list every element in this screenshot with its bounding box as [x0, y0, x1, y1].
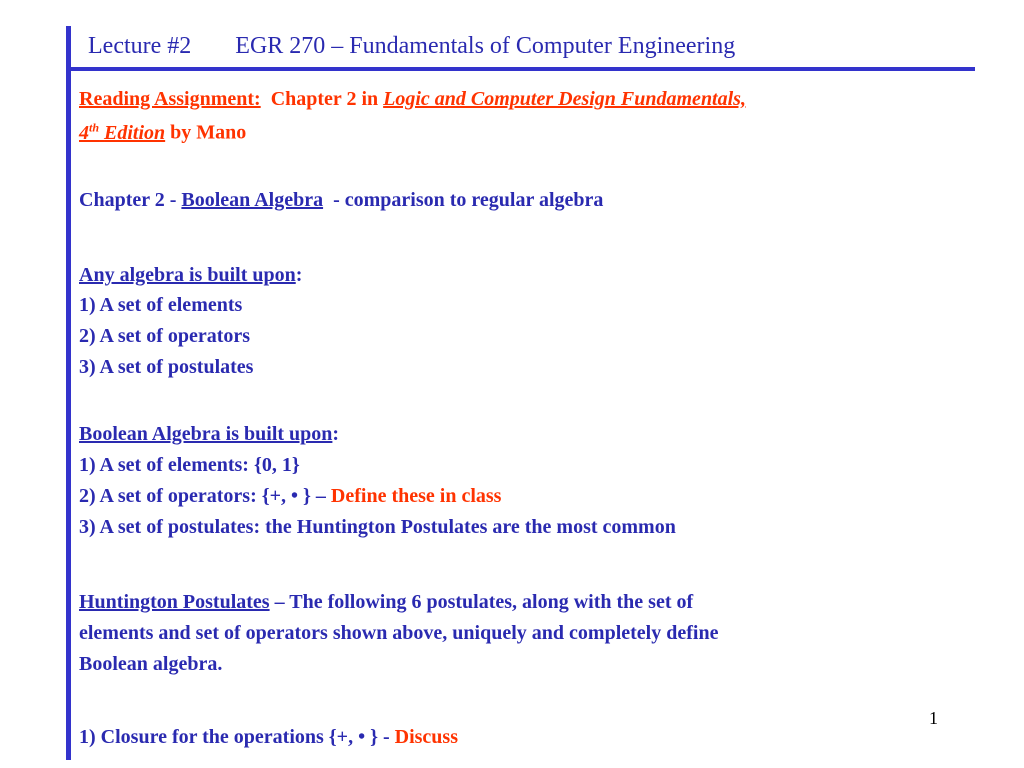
- list-item: 1) A set of elements: {0, 1}: [79, 454, 300, 476]
- chapter-line: Chapter 2 - Boolean Algebra - comparison to regular algebra: [79, 189, 604, 211]
- chapter-topic: Boolean Algebra: [181, 189, 324, 211]
- reading-assignment-line1: [79, 88, 746, 111]
- any-algebra-heading: Any algebra is built upon:: [79, 264, 303, 286]
- huntington-heading: Huntington Postulates: [79, 591, 270, 613]
- book-title: Logic and Computer Design Fundamentals,: [383, 88, 746, 110]
- vertical-rule: [66, 26, 71, 760]
- list-item: 3) A set of postulates: [79, 356, 254, 378]
- book-author: by Mano: [170, 121, 247, 144]
- huntington-line2: elements and set of operators shown above, uniquely and completely define: [79, 622, 719, 644]
- book-edition: 4th Edition: [79, 120, 166, 144]
- header-rule: [66, 67, 975, 71]
- reading-chapter: Chapter 2 in: [270, 88, 379, 110]
- boolean-algebra-heading: Boolean Algebra is built upon:: [79, 423, 340, 445]
- discuss-note: Discuss: [394, 726, 458, 748]
- page-title: [88, 33, 735, 60]
- define-in-class-note: Define these in class: [330, 485, 502, 507]
- closure-line: 1) Closure for the operations {+, • } - Discuss: [79, 726, 458, 748]
- list-item: 2) A set of operators: [79, 325, 251, 347]
- lecture-number: Lecture #2: [88, 33, 192, 59]
- list-item: 2) A set of operators: {+, • } – Define these in class: [79, 485, 502, 507]
- list-item: 3) A set of postulates: the Huntington Postulates are the most common: [79, 516, 676, 538]
- page-number: 1: [929, 708, 938, 728]
- huntington-line3: Boolean algebra.: [79, 653, 223, 675]
- course-title: EGR 270 – Fundamentals of Computer Engineering: [235, 33, 736, 59]
- reading-assignment-line2: [79, 120, 246, 145]
- list-item: 1) A set of elements: [79, 294, 243, 316]
- reading-label: Reading Assignment:: [79, 88, 261, 110]
- huntington-line1: Huntington Postulates – The following 6 postulates, along with the set of: [79, 591, 694, 613]
